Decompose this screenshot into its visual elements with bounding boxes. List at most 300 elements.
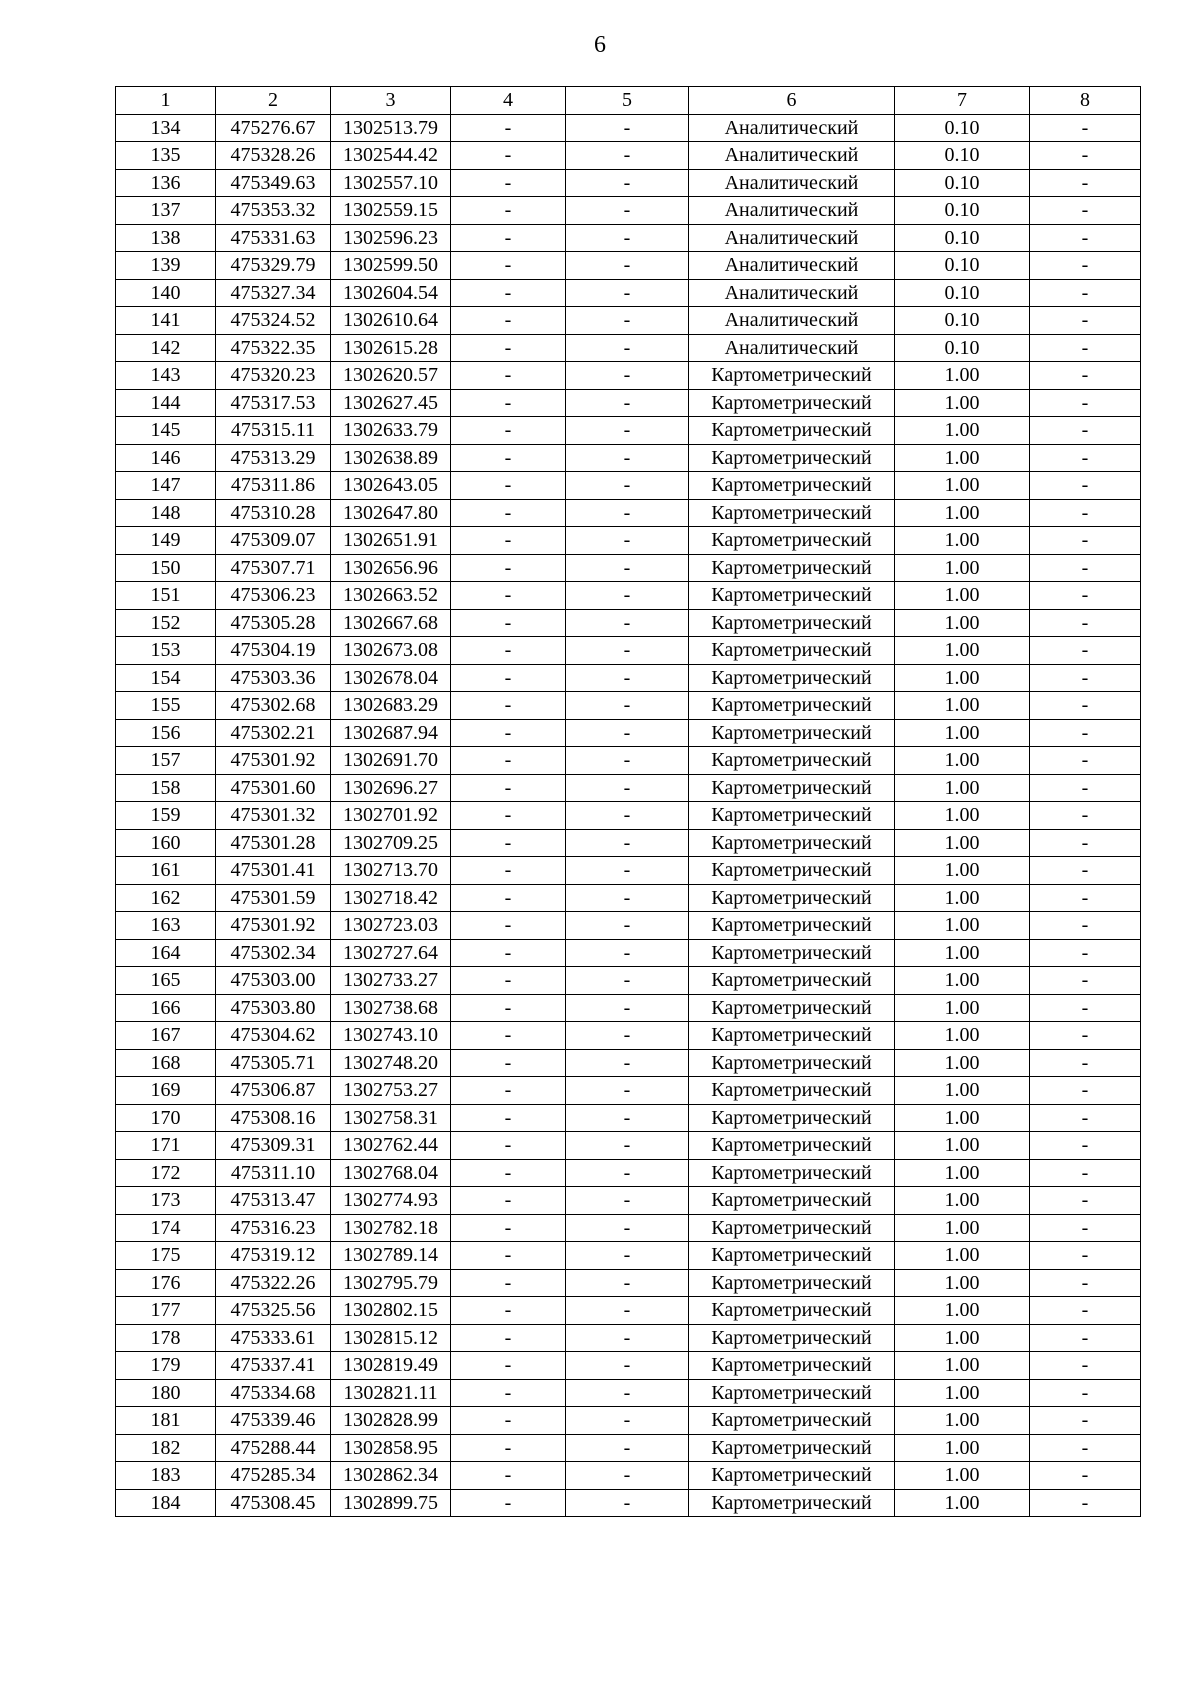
accuracy-cell: 1.00 xyxy=(895,1379,1030,1407)
point-number-cell: 172 xyxy=(116,1159,216,1187)
x-coordinate-cell: 475301.32 xyxy=(216,802,331,830)
accuracy-cell: 1.00 xyxy=(895,637,1030,665)
col5-cell: - xyxy=(566,967,689,995)
col8-cell: - xyxy=(1030,417,1141,445)
col8-cell: - xyxy=(1030,527,1141,555)
point-number-cell: 181 xyxy=(116,1407,216,1435)
point-number-cell: 148 xyxy=(116,499,216,527)
col8-cell: - xyxy=(1030,1297,1141,1325)
table-row xyxy=(116,1132,1141,1160)
col5-cell: - xyxy=(566,747,689,775)
col4-cell: - xyxy=(451,747,566,775)
point-number-cell: 168 xyxy=(116,1049,216,1077)
table-row xyxy=(116,307,1141,335)
point-number-cell: 169 xyxy=(116,1077,216,1105)
table-row xyxy=(116,1462,1141,1490)
accuracy-cell: 1.00 xyxy=(895,527,1030,555)
column-header: 7 xyxy=(895,87,1030,115)
col5-cell: - xyxy=(566,1407,689,1435)
point-number-cell: 162 xyxy=(116,884,216,912)
accuracy-cell: 1.00 xyxy=(895,829,1030,857)
y-coordinate-cell: 1302673.08 xyxy=(331,637,451,665)
col4-cell: - xyxy=(451,1324,566,1352)
col5-cell: - xyxy=(566,114,689,142)
x-coordinate-cell: 475303.80 xyxy=(216,994,331,1022)
y-coordinate-cell: 1302709.25 xyxy=(331,829,451,857)
x-coordinate-cell: 475310.28 xyxy=(216,499,331,527)
accuracy-cell: 1.00 xyxy=(895,1489,1030,1517)
col4-cell: - xyxy=(451,1489,566,1517)
col5-cell: - xyxy=(566,224,689,252)
method-cell: Картометрический xyxy=(689,1159,895,1187)
column-header: 6 xyxy=(689,87,895,115)
col4-cell: - xyxy=(451,142,566,170)
col5-cell: - xyxy=(566,527,689,555)
table-row xyxy=(116,1049,1141,1077)
col8-cell: - xyxy=(1030,362,1141,390)
y-coordinate-cell: 1302620.57 xyxy=(331,362,451,390)
table-row xyxy=(116,802,1141,830)
column-header: 2 xyxy=(216,87,331,115)
point-number-cell: 150 xyxy=(116,554,216,582)
point-number-cell: 142 xyxy=(116,334,216,362)
col4-cell: - xyxy=(451,1077,566,1105)
y-coordinate-cell: 1302663.52 xyxy=(331,582,451,610)
col8-cell: - xyxy=(1030,1242,1141,1270)
col4-cell: - xyxy=(451,692,566,720)
col8-cell: - xyxy=(1030,1407,1141,1435)
x-coordinate-cell: 475308.45 xyxy=(216,1489,331,1517)
table-row xyxy=(116,1489,1141,1517)
col5-cell: - xyxy=(566,417,689,445)
col8-cell: - xyxy=(1030,912,1141,940)
col5-cell: - xyxy=(566,1104,689,1132)
col4-cell: - xyxy=(451,334,566,362)
col4-cell: - xyxy=(451,279,566,307)
method-cell: Картометрический xyxy=(689,774,895,802)
col4-cell: - xyxy=(451,1379,566,1407)
x-coordinate-cell: 475305.28 xyxy=(216,609,331,637)
column-header: 8 xyxy=(1030,87,1141,115)
method-cell: Картометрический xyxy=(689,1269,895,1297)
x-coordinate-cell: 475301.60 xyxy=(216,774,331,802)
method-cell: Картометрический xyxy=(689,802,895,830)
accuracy-cell: 1.00 xyxy=(895,1187,1030,1215)
table-row xyxy=(116,472,1141,500)
method-cell: Картометрический xyxy=(689,389,895,417)
col5-cell: - xyxy=(566,939,689,967)
method-cell: Картометрический xyxy=(689,1022,895,1050)
y-coordinate-cell: 1302610.64 xyxy=(331,307,451,335)
col5-cell: - xyxy=(566,142,689,170)
method-cell: Картометрический xyxy=(689,582,895,610)
point-number-cell: 143 xyxy=(116,362,216,390)
y-coordinate-cell: 1302723.03 xyxy=(331,912,451,940)
point-number-cell: 145 xyxy=(116,417,216,445)
method-cell: Аналитический xyxy=(689,142,895,170)
coordinates-table xyxy=(115,86,1141,1517)
col8-cell: - xyxy=(1030,829,1141,857)
accuracy-cell: 0.10 xyxy=(895,307,1030,335)
x-coordinate-cell: 475306.23 xyxy=(216,582,331,610)
table-row xyxy=(116,1242,1141,1270)
col5-cell: - xyxy=(566,389,689,417)
x-coordinate-cell: 475311.10 xyxy=(216,1159,331,1187)
x-coordinate-cell: 475305.71 xyxy=(216,1049,331,1077)
table-row xyxy=(116,582,1141,610)
point-number-cell: 151 xyxy=(116,582,216,610)
accuracy-cell: 1.00 xyxy=(895,884,1030,912)
col5-cell: - xyxy=(566,664,689,692)
x-coordinate-cell: 475329.79 xyxy=(216,252,331,280)
table-row xyxy=(116,1269,1141,1297)
accuracy-cell: 1.00 xyxy=(895,664,1030,692)
x-coordinate-cell: 475301.92 xyxy=(216,747,331,775)
point-number-cell: 171 xyxy=(116,1132,216,1160)
col8-cell: - xyxy=(1030,1132,1141,1160)
col5-cell: - xyxy=(566,692,689,720)
method-cell: Картометрический xyxy=(689,829,895,857)
y-coordinate-cell: 1302683.29 xyxy=(331,692,451,720)
col5-cell: - xyxy=(566,1324,689,1352)
table-row xyxy=(116,1324,1141,1352)
x-coordinate-cell: 475322.35 xyxy=(216,334,331,362)
table-row xyxy=(116,334,1141,362)
table-row xyxy=(116,1352,1141,1380)
col5-cell: - xyxy=(566,252,689,280)
col8-cell: - xyxy=(1030,224,1141,252)
table-row xyxy=(116,444,1141,472)
col5-cell: - xyxy=(566,169,689,197)
col5-cell: - xyxy=(566,884,689,912)
col8-cell: - xyxy=(1030,1489,1141,1517)
col8-cell: - xyxy=(1030,142,1141,170)
accuracy-cell: 1.00 xyxy=(895,609,1030,637)
table-row xyxy=(116,1104,1141,1132)
col4-cell: - xyxy=(451,912,566,940)
x-coordinate-cell: 475315.11 xyxy=(216,417,331,445)
table-row xyxy=(116,527,1141,555)
col5-cell: - xyxy=(566,1434,689,1462)
y-coordinate-cell: 1302795.79 xyxy=(331,1269,451,1297)
point-number-cell: 167 xyxy=(116,1022,216,1050)
accuracy-cell: 1.00 xyxy=(895,1352,1030,1380)
x-coordinate-cell: 475331.63 xyxy=(216,224,331,252)
method-cell: Аналитический xyxy=(689,114,895,142)
col4-cell: - xyxy=(451,857,566,885)
y-coordinate-cell: 1302899.75 xyxy=(331,1489,451,1517)
point-number-cell: 137 xyxy=(116,197,216,225)
col4-cell: - xyxy=(451,472,566,500)
accuracy-cell: 1.00 xyxy=(895,362,1030,390)
table-row xyxy=(116,967,1141,995)
col8-cell: - xyxy=(1030,967,1141,995)
y-coordinate-cell: 1302718.42 xyxy=(331,884,451,912)
table-row xyxy=(116,1077,1141,1105)
col4-cell: - xyxy=(451,417,566,445)
accuracy-cell: 1.00 xyxy=(895,692,1030,720)
col4-cell: - xyxy=(451,582,566,610)
col8-cell: - xyxy=(1030,389,1141,417)
y-coordinate-cell: 1302559.15 xyxy=(331,197,451,225)
x-coordinate-cell: 475319.12 xyxy=(216,1242,331,1270)
accuracy-cell: 1.00 xyxy=(895,967,1030,995)
x-coordinate-cell: 475288.44 xyxy=(216,1434,331,1462)
point-number-cell: 166 xyxy=(116,994,216,1022)
method-cell: Картометрический xyxy=(689,912,895,940)
accuracy-cell: 1.00 xyxy=(895,1132,1030,1160)
point-number-cell: 154 xyxy=(116,664,216,692)
accuracy-cell: 1.00 xyxy=(895,472,1030,500)
col5-cell: - xyxy=(566,1022,689,1050)
x-coordinate-cell: 475311.86 xyxy=(216,472,331,500)
method-cell: Картометрический xyxy=(689,967,895,995)
col5-cell: - xyxy=(566,307,689,335)
x-coordinate-cell: 475325.56 xyxy=(216,1297,331,1325)
table-row xyxy=(116,362,1141,390)
table-row xyxy=(116,252,1141,280)
y-coordinate-cell: 1302691.70 xyxy=(331,747,451,775)
accuracy-cell: 0.10 xyxy=(895,197,1030,225)
col4-cell: - xyxy=(451,1242,566,1270)
table-row xyxy=(116,1159,1141,1187)
x-coordinate-cell: 475327.34 xyxy=(216,279,331,307)
x-coordinate-cell: 475324.52 xyxy=(216,307,331,335)
column-header: 4 xyxy=(451,87,566,115)
accuracy-cell: 0.10 xyxy=(895,169,1030,197)
table-row xyxy=(116,664,1141,692)
x-coordinate-cell: 475285.34 xyxy=(216,1462,331,1490)
point-number-cell: 144 xyxy=(116,389,216,417)
y-coordinate-cell: 1302596.23 xyxy=(331,224,451,252)
y-coordinate-cell: 1302758.31 xyxy=(331,1104,451,1132)
x-coordinate-cell: 475301.59 xyxy=(216,884,331,912)
col5-cell: - xyxy=(566,1214,689,1242)
col5-cell: - xyxy=(566,1352,689,1380)
point-number-cell: 160 xyxy=(116,829,216,857)
col4-cell: - xyxy=(451,527,566,555)
method-cell: Картометрический xyxy=(689,1077,895,1105)
col4-cell: - xyxy=(451,1297,566,1325)
y-coordinate-cell: 1302753.27 xyxy=(331,1077,451,1105)
method-cell: Картометрический xyxy=(689,857,895,885)
col4-cell: - xyxy=(451,1214,566,1242)
point-number-cell: 159 xyxy=(116,802,216,830)
point-number-cell: 134 xyxy=(116,114,216,142)
y-coordinate-cell: 1302789.14 xyxy=(331,1242,451,1270)
method-cell: Аналитический xyxy=(689,334,895,362)
accuracy-cell: 1.00 xyxy=(895,1049,1030,1077)
accuracy-cell: 1.00 xyxy=(895,1022,1030,1050)
x-coordinate-cell: 475322.26 xyxy=(216,1269,331,1297)
table-row xyxy=(116,637,1141,665)
accuracy-cell: 1.00 xyxy=(895,444,1030,472)
method-cell: Картометрический xyxy=(689,609,895,637)
col4-cell: - xyxy=(451,967,566,995)
col4-cell: - xyxy=(451,664,566,692)
x-coordinate-cell: 475337.41 xyxy=(216,1352,331,1380)
y-coordinate-cell: 1302544.42 xyxy=(331,142,451,170)
col8-cell: - xyxy=(1030,499,1141,527)
col8-cell: - xyxy=(1030,609,1141,637)
point-number-cell: 178 xyxy=(116,1324,216,1352)
col4-cell: - xyxy=(451,1022,566,1050)
col4-cell: - xyxy=(451,197,566,225)
x-coordinate-cell: 475276.67 xyxy=(216,114,331,142)
col5-cell: - xyxy=(566,1132,689,1160)
col5-cell: - xyxy=(566,444,689,472)
col5-cell: - xyxy=(566,1269,689,1297)
col4-cell: - xyxy=(451,362,566,390)
point-number-cell: 139 xyxy=(116,252,216,280)
x-coordinate-cell: 475328.26 xyxy=(216,142,331,170)
method-cell: Картометрический xyxy=(689,1297,895,1325)
table-header-row xyxy=(116,87,1141,115)
table-row xyxy=(116,417,1141,445)
column-header: 5 xyxy=(566,87,689,115)
col8-cell: - xyxy=(1030,472,1141,500)
col5-cell: - xyxy=(566,1077,689,1105)
y-coordinate-cell: 1302633.79 xyxy=(331,417,451,445)
table-row xyxy=(116,224,1141,252)
col5-cell: - xyxy=(566,197,689,225)
point-number-cell: 157 xyxy=(116,747,216,775)
table-row xyxy=(116,1022,1141,1050)
method-cell: Картометрический xyxy=(689,1132,895,1160)
method-cell: Картометрический xyxy=(689,1049,895,1077)
y-coordinate-cell: 1302713.70 xyxy=(331,857,451,885)
method-cell: Картометрический xyxy=(689,939,895,967)
col4-cell: - xyxy=(451,994,566,1022)
y-coordinate-cell: 1302774.93 xyxy=(331,1187,451,1215)
x-coordinate-cell: 475333.61 xyxy=(216,1324,331,1352)
accuracy-cell: 1.00 xyxy=(895,1269,1030,1297)
point-number-cell: 149 xyxy=(116,527,216,555)
y-coordinate-cell: 1302762.44 xyxy=(331,1132,451,1160)
point-number-cell: 146 xyxy=(116,444,216,472)
method-cell: Картометрический xyxy=(689,1187,895,1215)
y-coordinate-cell: 1302733.27 xyxy=(331,967,451,995)
column-header: 1 xyxy=(116,87,216,115)
col8-cell: - xyxy=(1030,747,1141,775)
point-number-cell: 138 xyxy=(116,224,216,252)
method-cell: Аналитический xyxy=(689,197,895,225)
col5-cell: - xyxy=(566,1187,689,1215)
x-coordinate-cell: 475317.53 xyxy=(216,389,331,417)
method-cell: Аналитический xyxy=(689,252,895,280)
col5-cell: - xyxy=(566,334,689,362)
col5-cell: - xyxy=(566,857,689,885)
col5-cell: - xyxy=(566,1242,689,1270)
col5-cell: - xyxy=(566,1159,689,1187)
method-cell: Картометрический xyxy=(689,1379,895,1407)
col8-cell: - xyxy=(1030,939,1141,967)
col8-cell: - xyxy=(1030,1462,1141,1490)
point-number-cell: 184 xyxy=(116,1489,216,1517)
x-coordinate-cell: 475306.87 xyxy=(216,1077,331,1105)
point-number-cell: 161 xyxy=(116,857,216,885)
method-cell: Картометрический xyxy=(689,1407,895,1435)
y-coordinate-cell: 1302819.49 xyxy=(331,1352,451,1380)
col4-cell: - xyxy=(451,444,566,472)
x-coordinate-cell: 475309.31 xyxy=(216,1132,331,1160)
y-coordinate-cell: 1302647.80 xyxy=(331,499,451,527)
accuracy-cell: 1.00 xyxy=(895,554,1030,582)
table-body xyxy=(116,114,1141,1517)
table-row xyxy=(116,1379,1141,1407)
table-row xyxy=(116,884,1141,912)
col8-cell: - xyxy=(1030,1159,1141,1187)
method-cell: Аналитический xyxy=(689,307,895,335)
col8-cell: - xyxy=(1030,719,1141,747)
col5-cell: - xyxy=(566,1297,689,1325)
method-cell: Картометрический xyxy=(689,527,895,555)
accuracy-cell: 1.00 xyxy=(895,994,1030,1022)
col8-cell: - xyxy=(1030,774,1141,802)
method-cell: Картометрический xyxy=(689,554,895,582)
accuracy-cell: 0.10 xyxy=(895,279,1030,307)
y-coordinate-cell: 1302828.99 xyxy=(331,1407,451,1435)
col8-cell: - xyxy=(1030,1077,1141,1105)
accuracy-cell: 1.00 xyxy=(895,1104,1030,1132)
x-coordinate-cell: 475320.23 xyxy=(216,362,331,390)
accuracy-cell: 1.00 xyxy=(895,582,1030,610)
x-coordinate-cell: 475303.36 xyxy=(216,664,331,692)
accuracy-cell: 1.00 xyxy=(895,1434,1030,1462)
y-coordinate-cell: 1302701.92 xyxy=(331,802,451,830)
col4-cell: - xyxy=(451,307,566,335)
accuracy-cell: 1.00 xyxy=(895,939,1030,967)
col4-cell: - xyxy=(451,1104,566,1132)
point-number-cell: 152 xyxy=(116,609,216,637)
method-cell: Картометрический xyxy=(689,637,895,665)
method-cell: Картометрический xyxy=(689,1214,895,1242)
table-row xyxy=(116,912,1141,940)
x-coordinate-cell: 475334.68 xyxy=(216,1379,331,1407)
table-row xyxy=(116,857,1141,885)
method-cell: Картометрический xyxy=(689,1434,895,1462)
col5-cell: - xyxy=(566,362,689,390)
col4-cell: - xyxy=(451,224,566,252)
y-coordinate-cell: 1302858.95 xyxy=(331,1434,451,1462)
col5-cell: - xyxy=(566,472,689,500)
accuracy-cell: 1.00 xyxy=(895,912,1030,940)
col4-cell: - xyxy=(451,499,566,527)
col8-cell: - xyxy=(1030,1214,1141,1242)
col8-cell: - xyxy=(1030,252,1141,280)
point-number-cell: 141 xyxy=(116,307,216,335)
table-row xyxy=(116,1214,1141,1242)
point-number-cell: 140 xyxy=(116,279,216,307)
point-number-cell: 135 xyxy=(116,142,216,170)
table-row xyxy=(116,609,1141,637)
table-row xyxy=(116,829,1141,857)
table-row xyxy=(116,554,1141,582)
x-coordinate-cell: 475303.00 xyxy=(216,967,331,995)
x-coordinate-cell: 475302.21 xyxy=(216,719,331,747)
col5-cell: - xyxy=(566,802,689,830)
col8-cell: - xyxy=(1030,1379,1141,1407)
accuracy-cell: 0.10 xyxy=(895,334,1030,362)
x-coordinate-cell: 475349.63 xyxy=(216,169,331,197)
y-coordinate-cell: 1302667.68 xyxy=(331,609,451,637)
col8-cell: - xyxy=(1030,664,1141,692)
point-number-cell: 170 xyxy=(116,1104,216,1132)
y-coordinate-cell: 1302615.28 xyxy=(331,334,451,362)
col4-cell: - xyxy=(451,252,566,280)
method-cell: Картометрический xyxy=(689,499,895,527)
table-row xyxy=(116,1434,1141,1462)
